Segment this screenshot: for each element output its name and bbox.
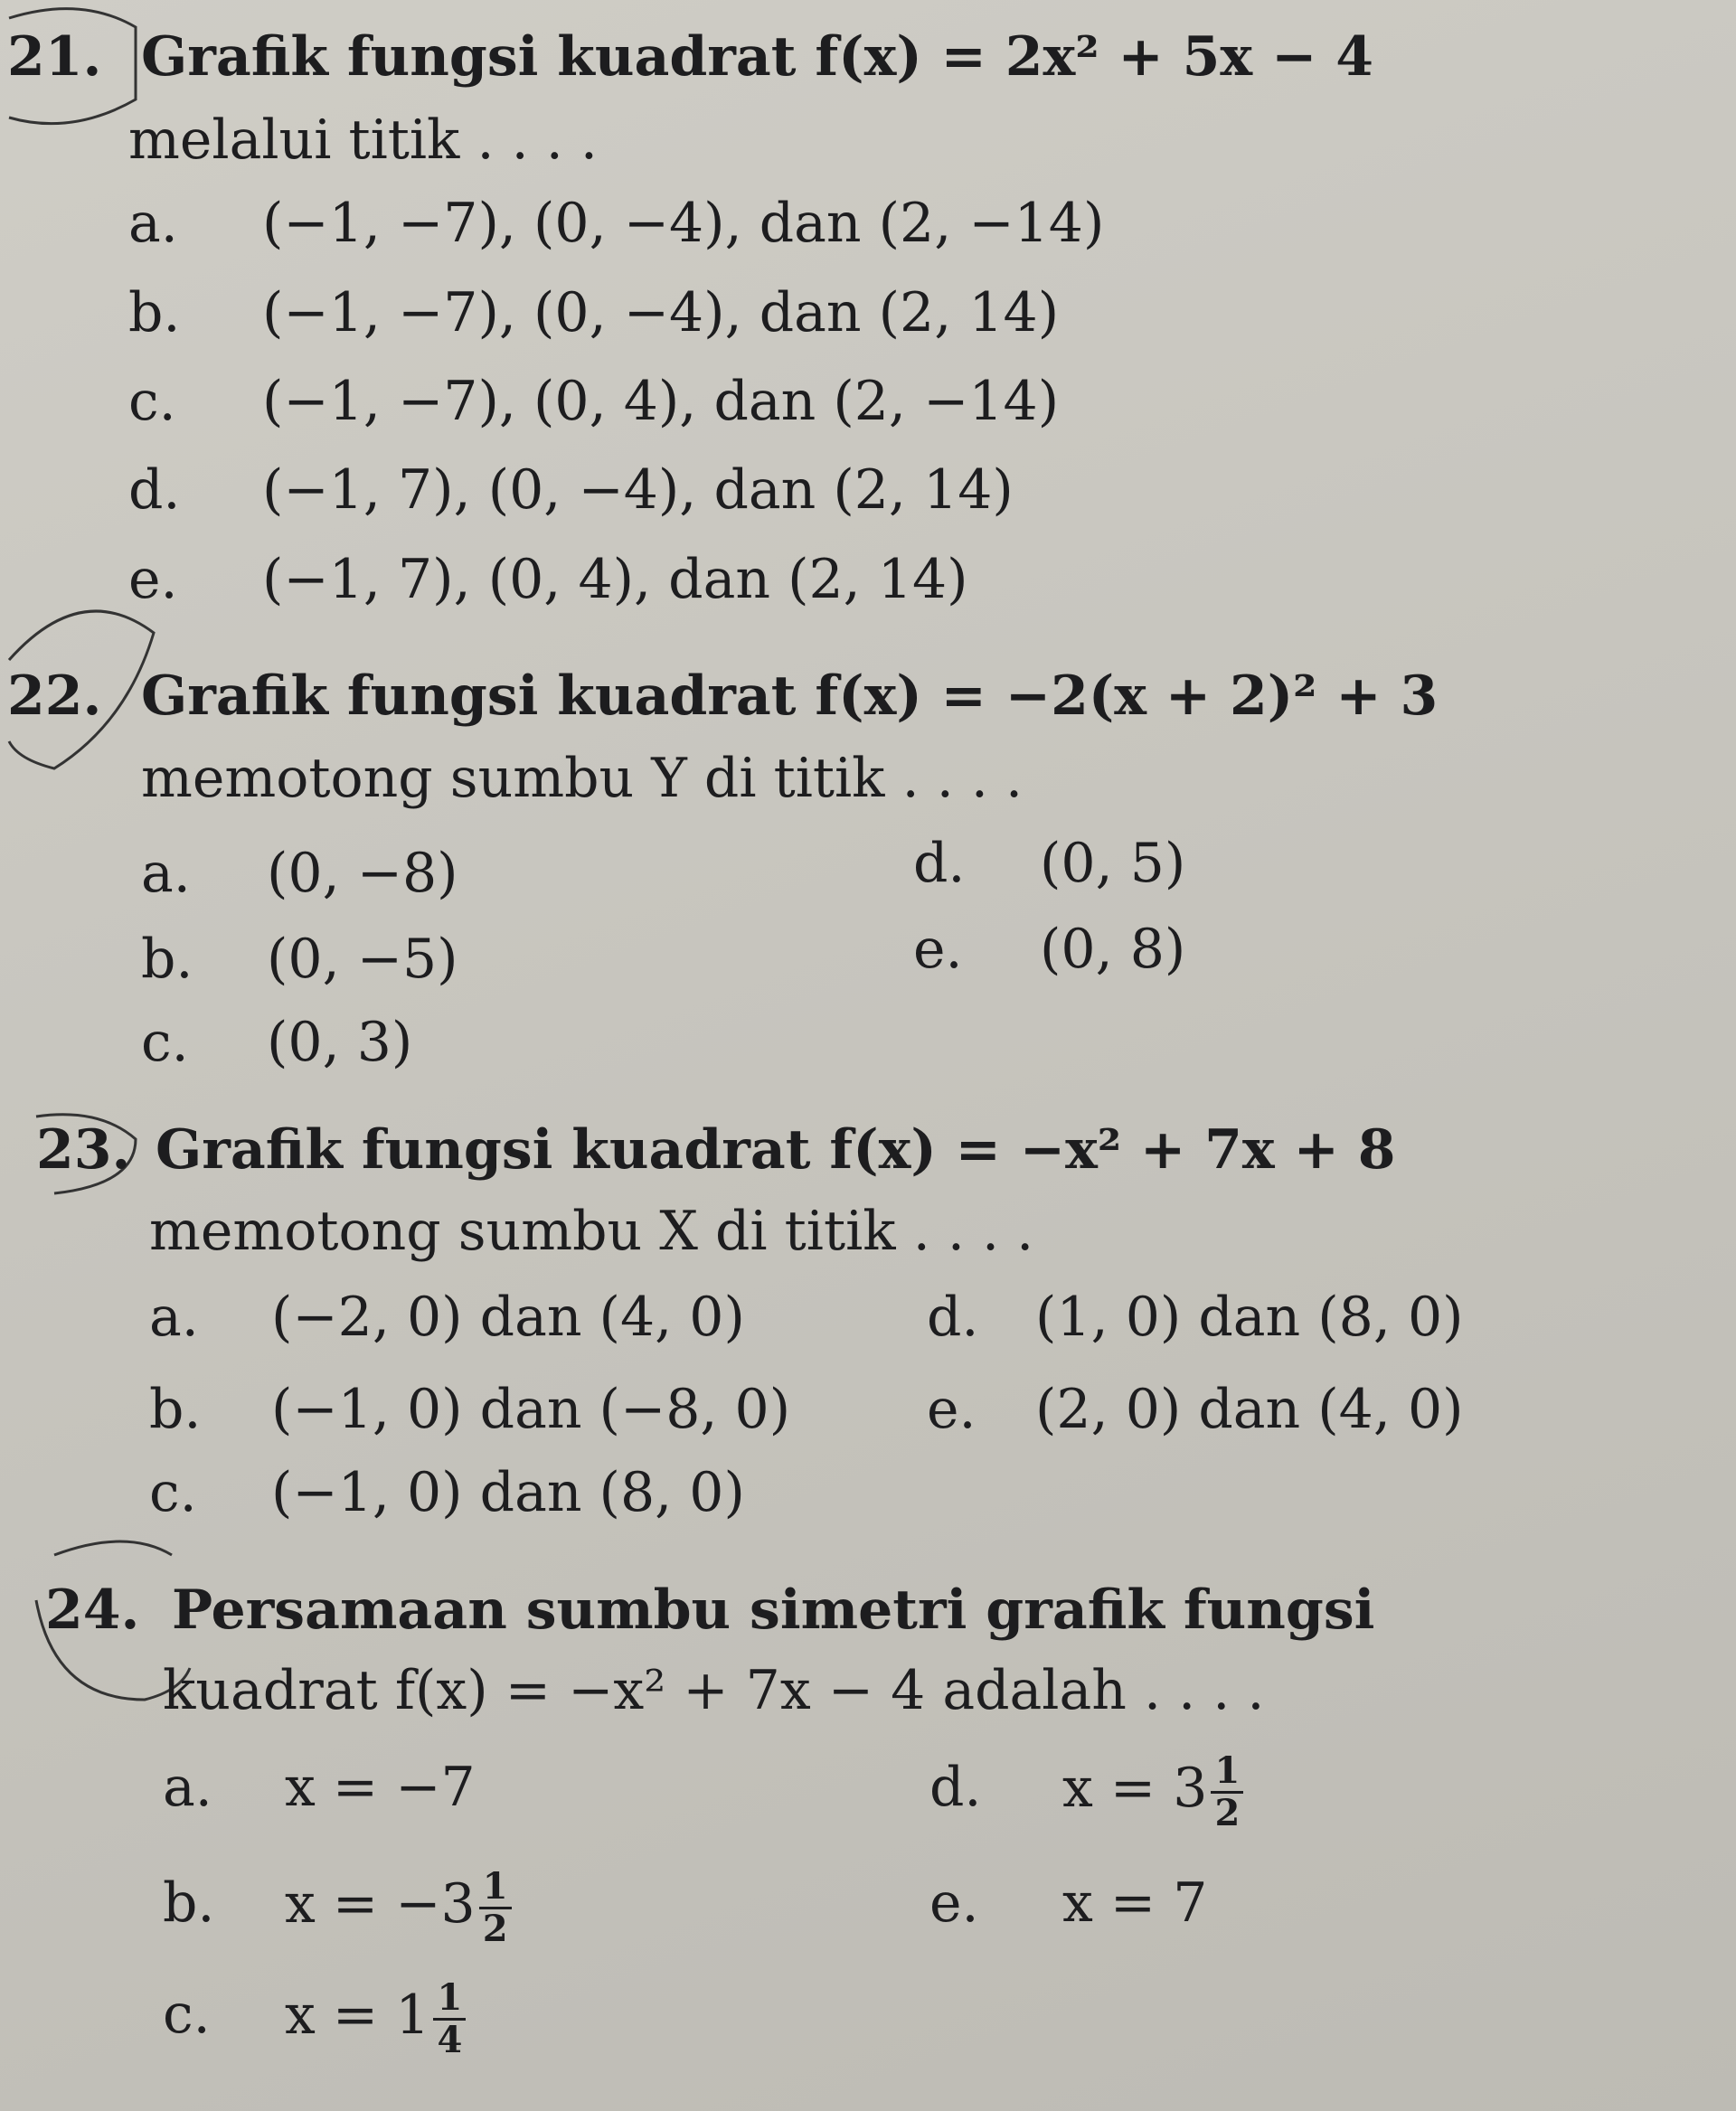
option-value: (−1, −7), (0, −4), dan (2, −14)	[262, 192, 1105, 255]
question-number: 24.	[45, 1579, 140, 1642]
option-letter: d.	[929, 1756, 982, 1819]
question-line: kuadrat f(x) = −x² + 7x − 4 adalah . . . .	[163, 1659, 1265, 1722]
numerator: 1	[433, 1978, 466, 2021]
option-letter: e.	[927, 1378, 976, 1441]
option-value: (0, 8)	[1040, 918, 1186, 981]
option-letter: c.	[141, 1011, 189, 1074]
option-letter: e.	[929, 1871, 979, 1935]
question-title: Grafik fungsi kuadrat f(x) = −x² + 7x + 8	[156, 1118, 1396, 1182]
question-number: 22.	[7, 664, 102, 728]
question-line: melalui titik . . . .	[128, 108, 598, 172]
option-value: x = −3	[285, 1872, 476, 1937]
option-value: x = 1	[285, 1984, 430, 2048]
option-value: (−1, −7), (0, 4), dan (2, −14)	[262, 370, 1060, 433]
question-number: 23.	[36, 1118, 131, 1182]
question-number: 21.	[7, 25, 102, 89]
fraction	[1211, 1751, 1243, 1833]
option-value: (0, −8)	[267, 842, 458, 905]
option-letter: b.	[141, 928, 193, 991]
option-letter: d.	[128, 458, 181, 522]
option-value: x = 7	[1062, 1871, 1208, 1935]
option-value: (−1, 0) dan (8, 0)	[271, 1461, 745, 1524]
option-letter: a.	[163, 1756, 212, 1819]
option-value-fraction	[1062, 1751, 1243, 1833]
option-letter: c.	[128, 370, 176, 433]
option-value: (0, −5)	[267, 928, 458, 991]
denominator: 2	[1214, 1792, 1241, 1834]
option-value: (−2, 0) dan (4, 0)	[271, 1286, 745, 1349]
option-letter: b.	[128, 281, 181, 344]
option-value: (2, 0) dan (4, 0)	[1035, 1378, 1464, 1441]
option-value: (−1, 7), (0, −4), dan (2, 14)	[262, 458, 1014, 522]
option-letter: d.	[927, 1286, 979, 1349]
option-value: (0, 3)	[267, 1011, 413, 1074]
option-value: x = −7	[285, 1756, 476, 1819]
option-letter: a.	[149, 1286, 199, 1349]
option-value: x = 3	[1062, 1757, 1208, 1821]
option-value-fraction	[285, 1867, 512, 1949]
denominator: 2	[482, 1908, 508, 1950]
option-value: (−1, −7), (0, −4), dan (2, 14)	[262, 281, 1060, 344]
fraction	[433, 1978, 466, 2060]
option-value-fraction	[285, 1978, 466, 2060]
question-line: memotong sumbu Y di titik . . . .	[141, 747, 1024, 810]
option-letter: a.	[128, 192, 178, 255]
option-letter: d.	[913, 832, 966, 895]
question-line: memotong sumbu X di titik . . . .	[149, 1200, 1034, 1263]
numerator: 1	[479, 1867, 512, 1909]
option-value: (0, 5)	[1040, 832, 1186, 895]
option-value: (−1, 7), (0, 4), dan (2, 14)	[262, 548, 968, 611]
option-letter: c.	[149, 1461, 197, 1524]
option-letter: b.	[163, 1871, 215, 1935]
numerator: 1	[1211, 1751, 1243, 1794]
option-letter: b.	[149, 1378, 202, 1441]
question-title: Grafik fungsi kuadrat f(x) = −2(x + 2)² + 3	[141, 664, 1439, 728]
option-letter: a.	[141, 842, 191, 905]
option-value: (1, 0) dan (8, 0)	[1035, 1286, 1464, 1349]
option-letter: c.	[163, 1983, 211, 2046]
question-title: Persamaan sumbu simetri grafik fungsi	[172, 1579, 1375, 1642]
option-letter: e.	[913, 918, 963, 981]
fraction	[479, 1867, 512, 1949]
denominator: 4	[437, 2019, 463, 2061]
option-letter: e.	[128, 548, 178, 611]
question-title: Grafik fungsi kuadrat f(x) = 2x² + 5x − 4	[141, 25, 1373, 89]
option-value: (−1, 0) dan (−8, 0)	[271, 1378, 791, 1441]
